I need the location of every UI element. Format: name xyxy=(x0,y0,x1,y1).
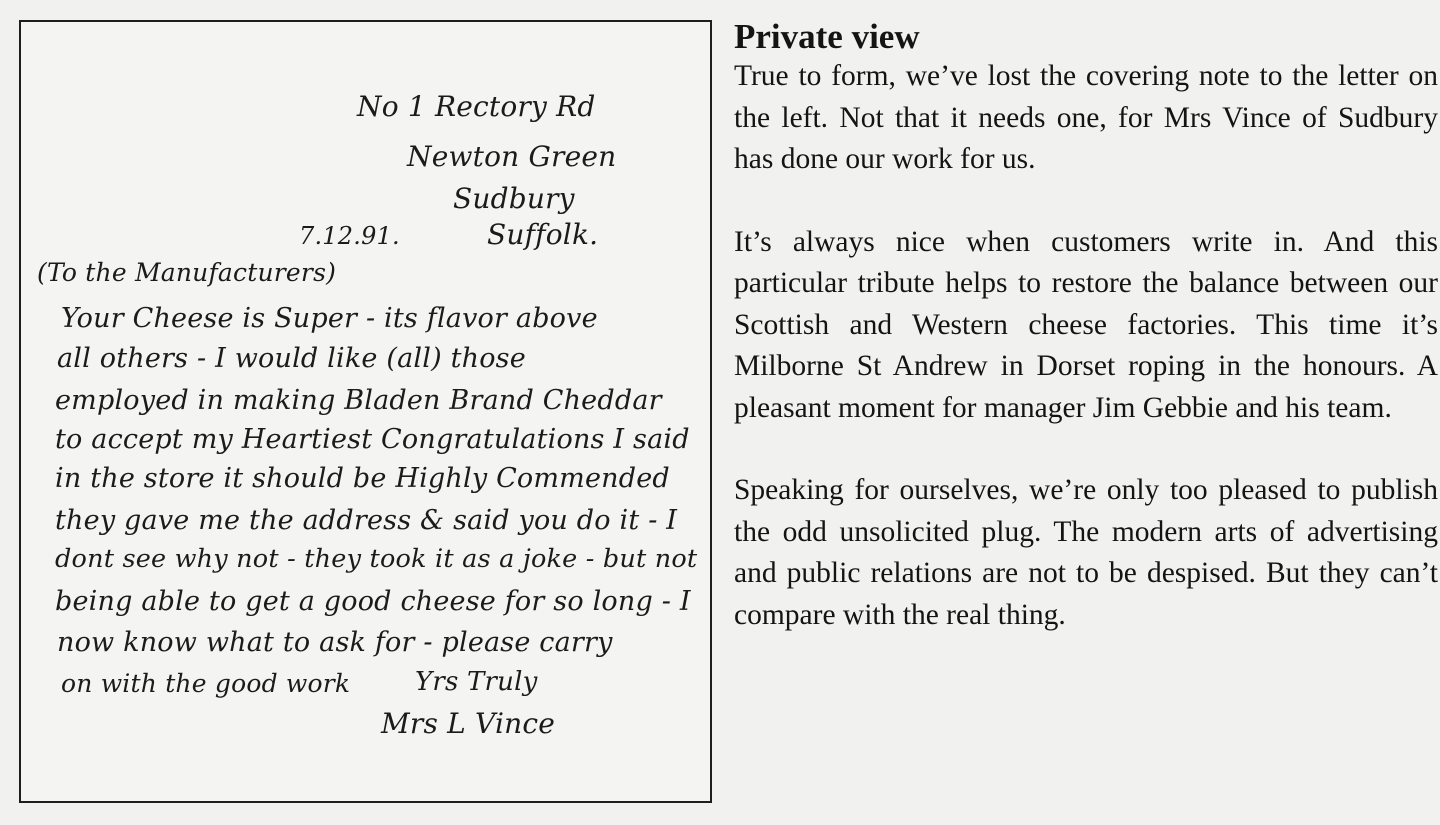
article-paragraph: It’s always nice when customers write in. And this particular tribute helps to restore the balance between our Scottish and Western cheese factories. This time it’s Milborne St Andrew in Dorset roping in the honours. A pleasant moment for manager Jim Gebbie and his team. xyxy=(734,225,1438,424)
letter-body-line: employed in making Bladen Brand Cheddar xyxy=(55,385,662,416)
letter-address-line: No 1 Rectory Rd xyxy=(357,90,596,123)
letter-closing: Yrs Truly xyxy=(415,667,538,697)
letter-salutation: (To the Manufacturers) xyxy=(37,258,337,287)
letter-signature: Mrs L Vince xyxy=(381,707,555,740)
letter-body-line: dont see why not - they took it as a joke - but not xyxy=(55,544,698,574)
letter-body-line: now know what to ask for - please carry xyxy=(57,627,613,658)
letter-address-line: Suffolk. xyxy=(487,218,599,251)
letter-body-line: all others - I would like (all) those xyxy=(57,343,526,374)
article-title: Private view xyxy=(734,17,920,56)
letter-address-line: Newton Green xyxy=(407,140,617,173)
letter-date: 7.12.91. xyxy=(299,222,400,250)
article-paragraph: Speaking for ourselves, we’re only too pleased to publish the odd unsolicited plug. The modern arts of advertising and public relations are not to be despised. But they can’t compare with the real thing. xyxy=(734,474,1438,631)
article-column xyxy=(734,18,1438,636)
article-paragraph: True to form, we’ve lost the covering note to the letter on the left. Not that it needs one, for Mrs Vince of Sudbury has done our work for us. xyxy=(734,60,1438,175)
letter-body-line: Your Cheese is Super - its flavor above xyxy=(61,303,598,334)
letter-address-line: Sudbury xyxy=(453,182,575,215)
letter-body-line: they gave me the address & said you do it - I xyxy=(55,505,678,536)
letter-body-line: in the store it should be Highly Commended xyxy=(55,463,670,494)
letter-body-line: being able to get a good cheese for so long - I xyxy=(55,586,691,617)
letter-body-line: on with the good work xyxy=(61,669,351,698)
handwritten-letter-image xyxy=(19,20,712,803)
letter-body-line: to accept my Heartiest Congratulations I said xyxy=(55,424,690,455)
